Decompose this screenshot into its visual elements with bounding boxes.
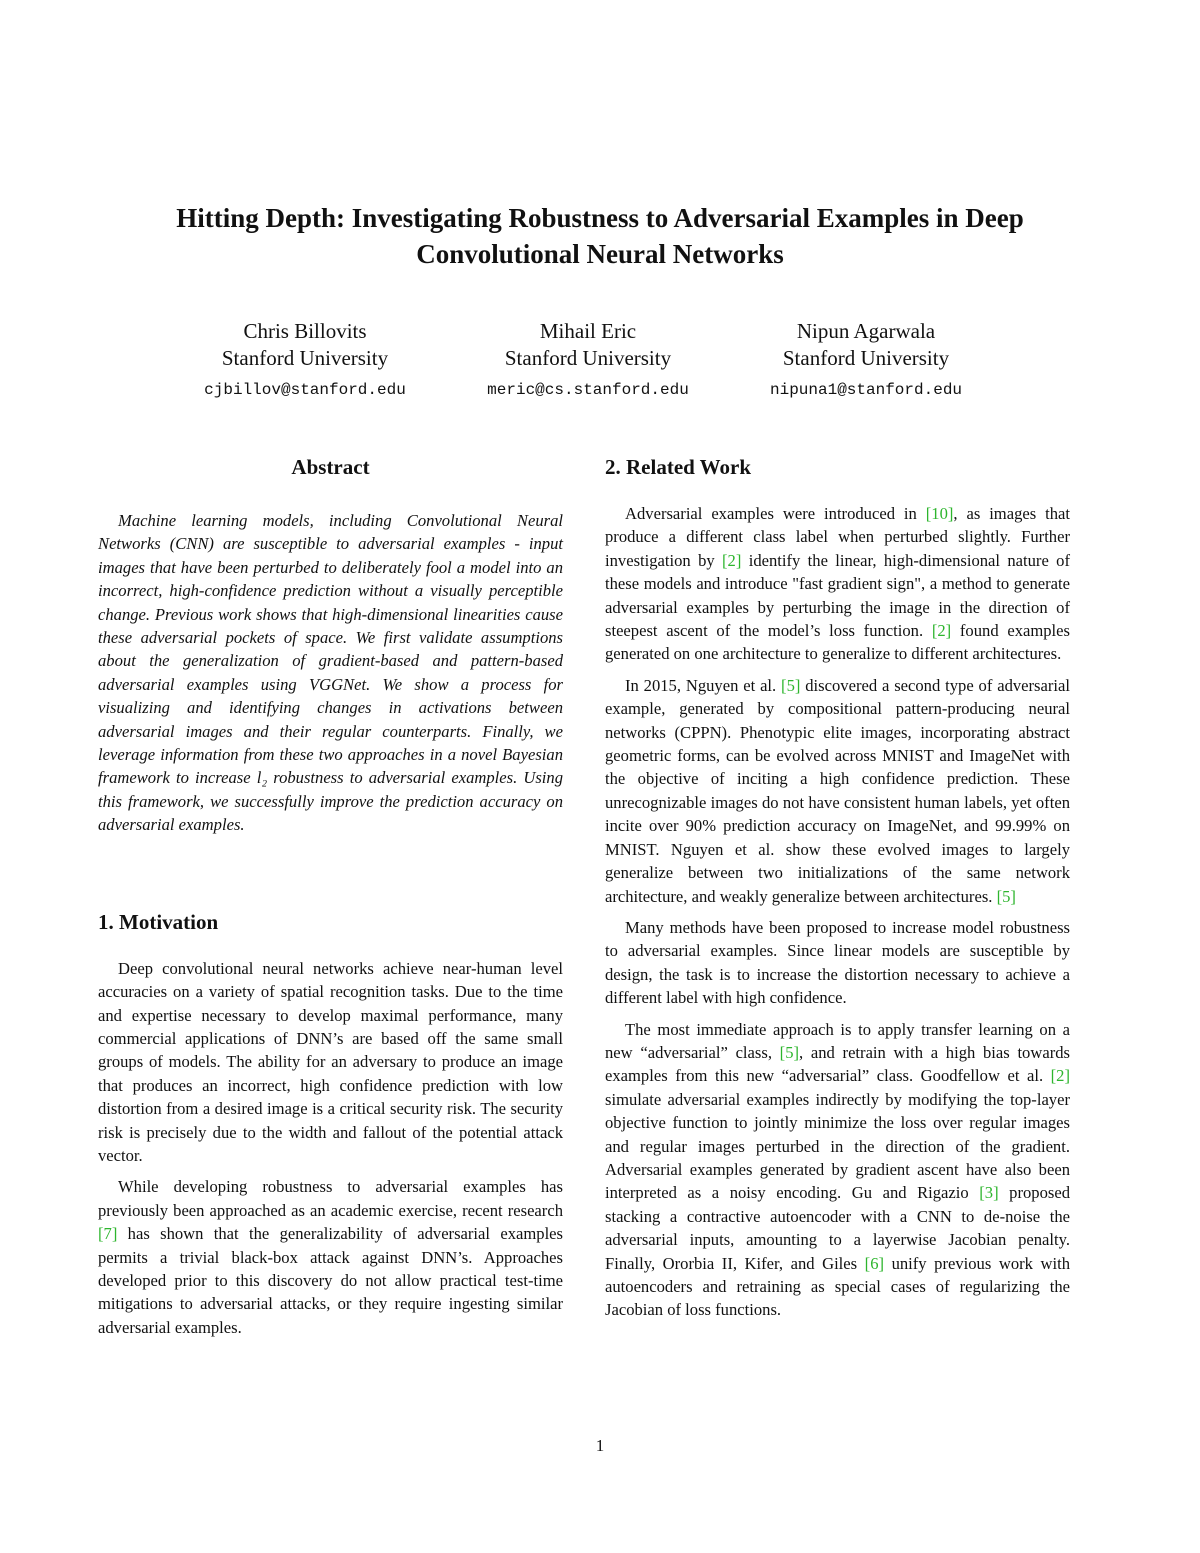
citation-link[interactable]: [2] [931, 621, 952, 641]
abstract-text: Machine learning models, including Convolutional Neural Networks (CNN) are susceptible to adversarial examples - input images that have been perturbed to deliberately fool a model into an incorrect, high-confidence prediction without a visually perceptible change. Previous work shows that high-dimensional linearities cause these adversarial pockets of space. We first validate assumptions about the generalization of gradient-based and pattern-based adversarial examples using VGGNet. We show a process for visualizing and identifying changes in activations between adversarial images and their regular counterparts. Finally, we leverage information from these two approaches in a novel Bayesian framework to increase l₂ robustness to adversarial examples. Using this framework, we successfully improve the prediction accuracy on adversarial examples. [98, 511, 563, 835]
text-run: identify the linear, high-dimensional nature of these models and introduce "fast gradient sign", a method to generate adversarial examples by perturbing the image in the direction of steepest ascent of the model’s loss function. [605, 550, 1070, 641]
page-number: 1 [595, 1436, 605, 1455]
citation-link[interactable]: [10] [925, 504, 954, 523]
author-3 [716, 318, 1016, 404]
author-email: nipuna1@stanford.edu [769, 381, 963, 399]
citation-link[interactable]: [2] [722, 550, 742, 570]
author-name: Nipun Agarwala [796, 319, 936, 343]
text-run: The most immediate approach is to apply transfer learning on a new “adversarial” class, [605, 1019, 1070, 1062]
text-run: While developing robustness to adversarial examples has previously been approached as an academic exercise, recent research [98, 1177, 563, 1220]
author-name: Chris Billovits [243, 319, 367, 343]
author-1 [155, 318, 455, 404]
motivation-paragraph-2 [98, 1175, 563, 1339]
author-affiliation: Stanford University [782, 346, 950, 370]
motivation-paragraph-1: Deep convolutional neural networks achieve near-human level accuracies on a variety of spatial recognition tasks. Due to the time and expertise necessary to develop maximal performance, many commercial applications of DNN’s are based off the same small groups of models. The ability for an adversary to produce an image that produces an incorrect, high confidence prediction with low distortion from a desired image is a critical security risk. The security risk is precisely due to the width and fallout of the potential attack vector. [98, 958, 563, 1165]
text-run: , as images that produce a different class label when perturbed slightly. Further investigation by [605, 504, 1070, 570]
citation-link[interactable]: [7] [98, 1224, 118, 1244]
text-run: simulate adversarial examples indirectly by modifying the top-layer objective function to jointly minimize the loss over regular images and regular images perturbed in the direction of the gradient. Adversarial examples generated by gradient ascent have also been interpreted as a noisy encoding. Gu and Rigazio [605, 1089, 1070, 1203]
section-heading-motivation: 1. Motivation [98, 909, 219, 934]
text-run: Adversarial examples were introduced in [625, 504, 926, 523]
related-paragraph-2 [605, 674, 1070, 908]
author-affiliation: Stanford University [221, 346, 389, 370]
text-run: has shown that the generalizability of adversarial examples permits a trivial black-box attack against DNN’s. Approaches developed prior to this discovery do not allow practical test-time mitigations to adversarial attacks, or they require ingesting similar adversarial examples. [98, 1224, 563, 1337]
text-run: unify previous work with autoencoders and retraining as special cases of regularizing the Jacobian of loss functions. [605, 1253, 1071, 1320]
author-affiliation: Stanford University [504, 346, 672, 370]
related-paragraph-4 [605, 1018, 1070, 1322]
citation-link[interactable]: [5] [996, 886, 1016, 906]
related-paragraph-3: Many methods have been proposed to increase model robustness to adversarial examples. Since linear models are susceptible by design, the task is to increase the distortion necessary to achieve a different label with high confidence. [605, 917, 1070, 1008]
text-run: found examples generated on one architecture to generalize to different architectures. [605, 621, 1070, 664]
abstract-heading: Abstract [291, 455, 370, 479]
left-column [98, 452, 563, 1339]
text-run: In 2015, Nguyen et al. [625, 675, 782, 695]
related-paragraph-1 [605, 502, 1070, 666]
author-name: Mihail Eric [539, 319, 637, 343]
text-run: , and retrain with a high bias towards examples from this new “adversarial” class. Goodfellow et al. [605, 1042, 1070, 1086]
text-run: proposed stacking a contractive autoencoder with a CNN to de-noise the adversarial inputs, amounting to a layerwise Jacobian penalty. Finally, Ororbia II, Kifer, and Giles [605, 1183, 1070, 1273]
citation-link[interactable]: [6] [864, 1253, 885, 1273]
section-heading-related-work: 2. Related Work [605, 455, 752, 479]
author-2 [438, 318, 738, 404]
citation-link[interactable]: [2] [1050, 1066, 1070, 1086]
author-email: meric@cs.stanford.edu [487, 381, 689, 399]
right-column [605, 452, 1070, 1322]
text-run: discovered a second type of adversarial example, generated by compositional pattern-producing neural networks (CPPN). Phenotypic elite images, incorporating abstract geometric forms, can be evolved across MNIST and ImageNet with the objective of inciting a high confidence prediction. These unrecognizable images do not have consistent human labels, yet often incite over 90% prediction accuracy on ImageNet, and 99.99% on MNIST. Nguyen et al. show these evolved images to largely generalize between two initializations of the same network architecture, and weakly generalize between architectures. [605, 675, 1070, 906]
citation-link[interactable]: [5] [779, 1042, 800, 1062]
paper-title: Hitting Depth: Investigating Robustness to Adversarial Examples in Deep Convolutional Neural Networks [176, 203, 1024, 269]
citation-link[interactable]: [5] [781, 675, 801, 695]
author-email: cjbillov@stanford.edu [204, 381, 406, 399]
citation-link[interactable]: [3] [979, 1183, 999, 1203]
